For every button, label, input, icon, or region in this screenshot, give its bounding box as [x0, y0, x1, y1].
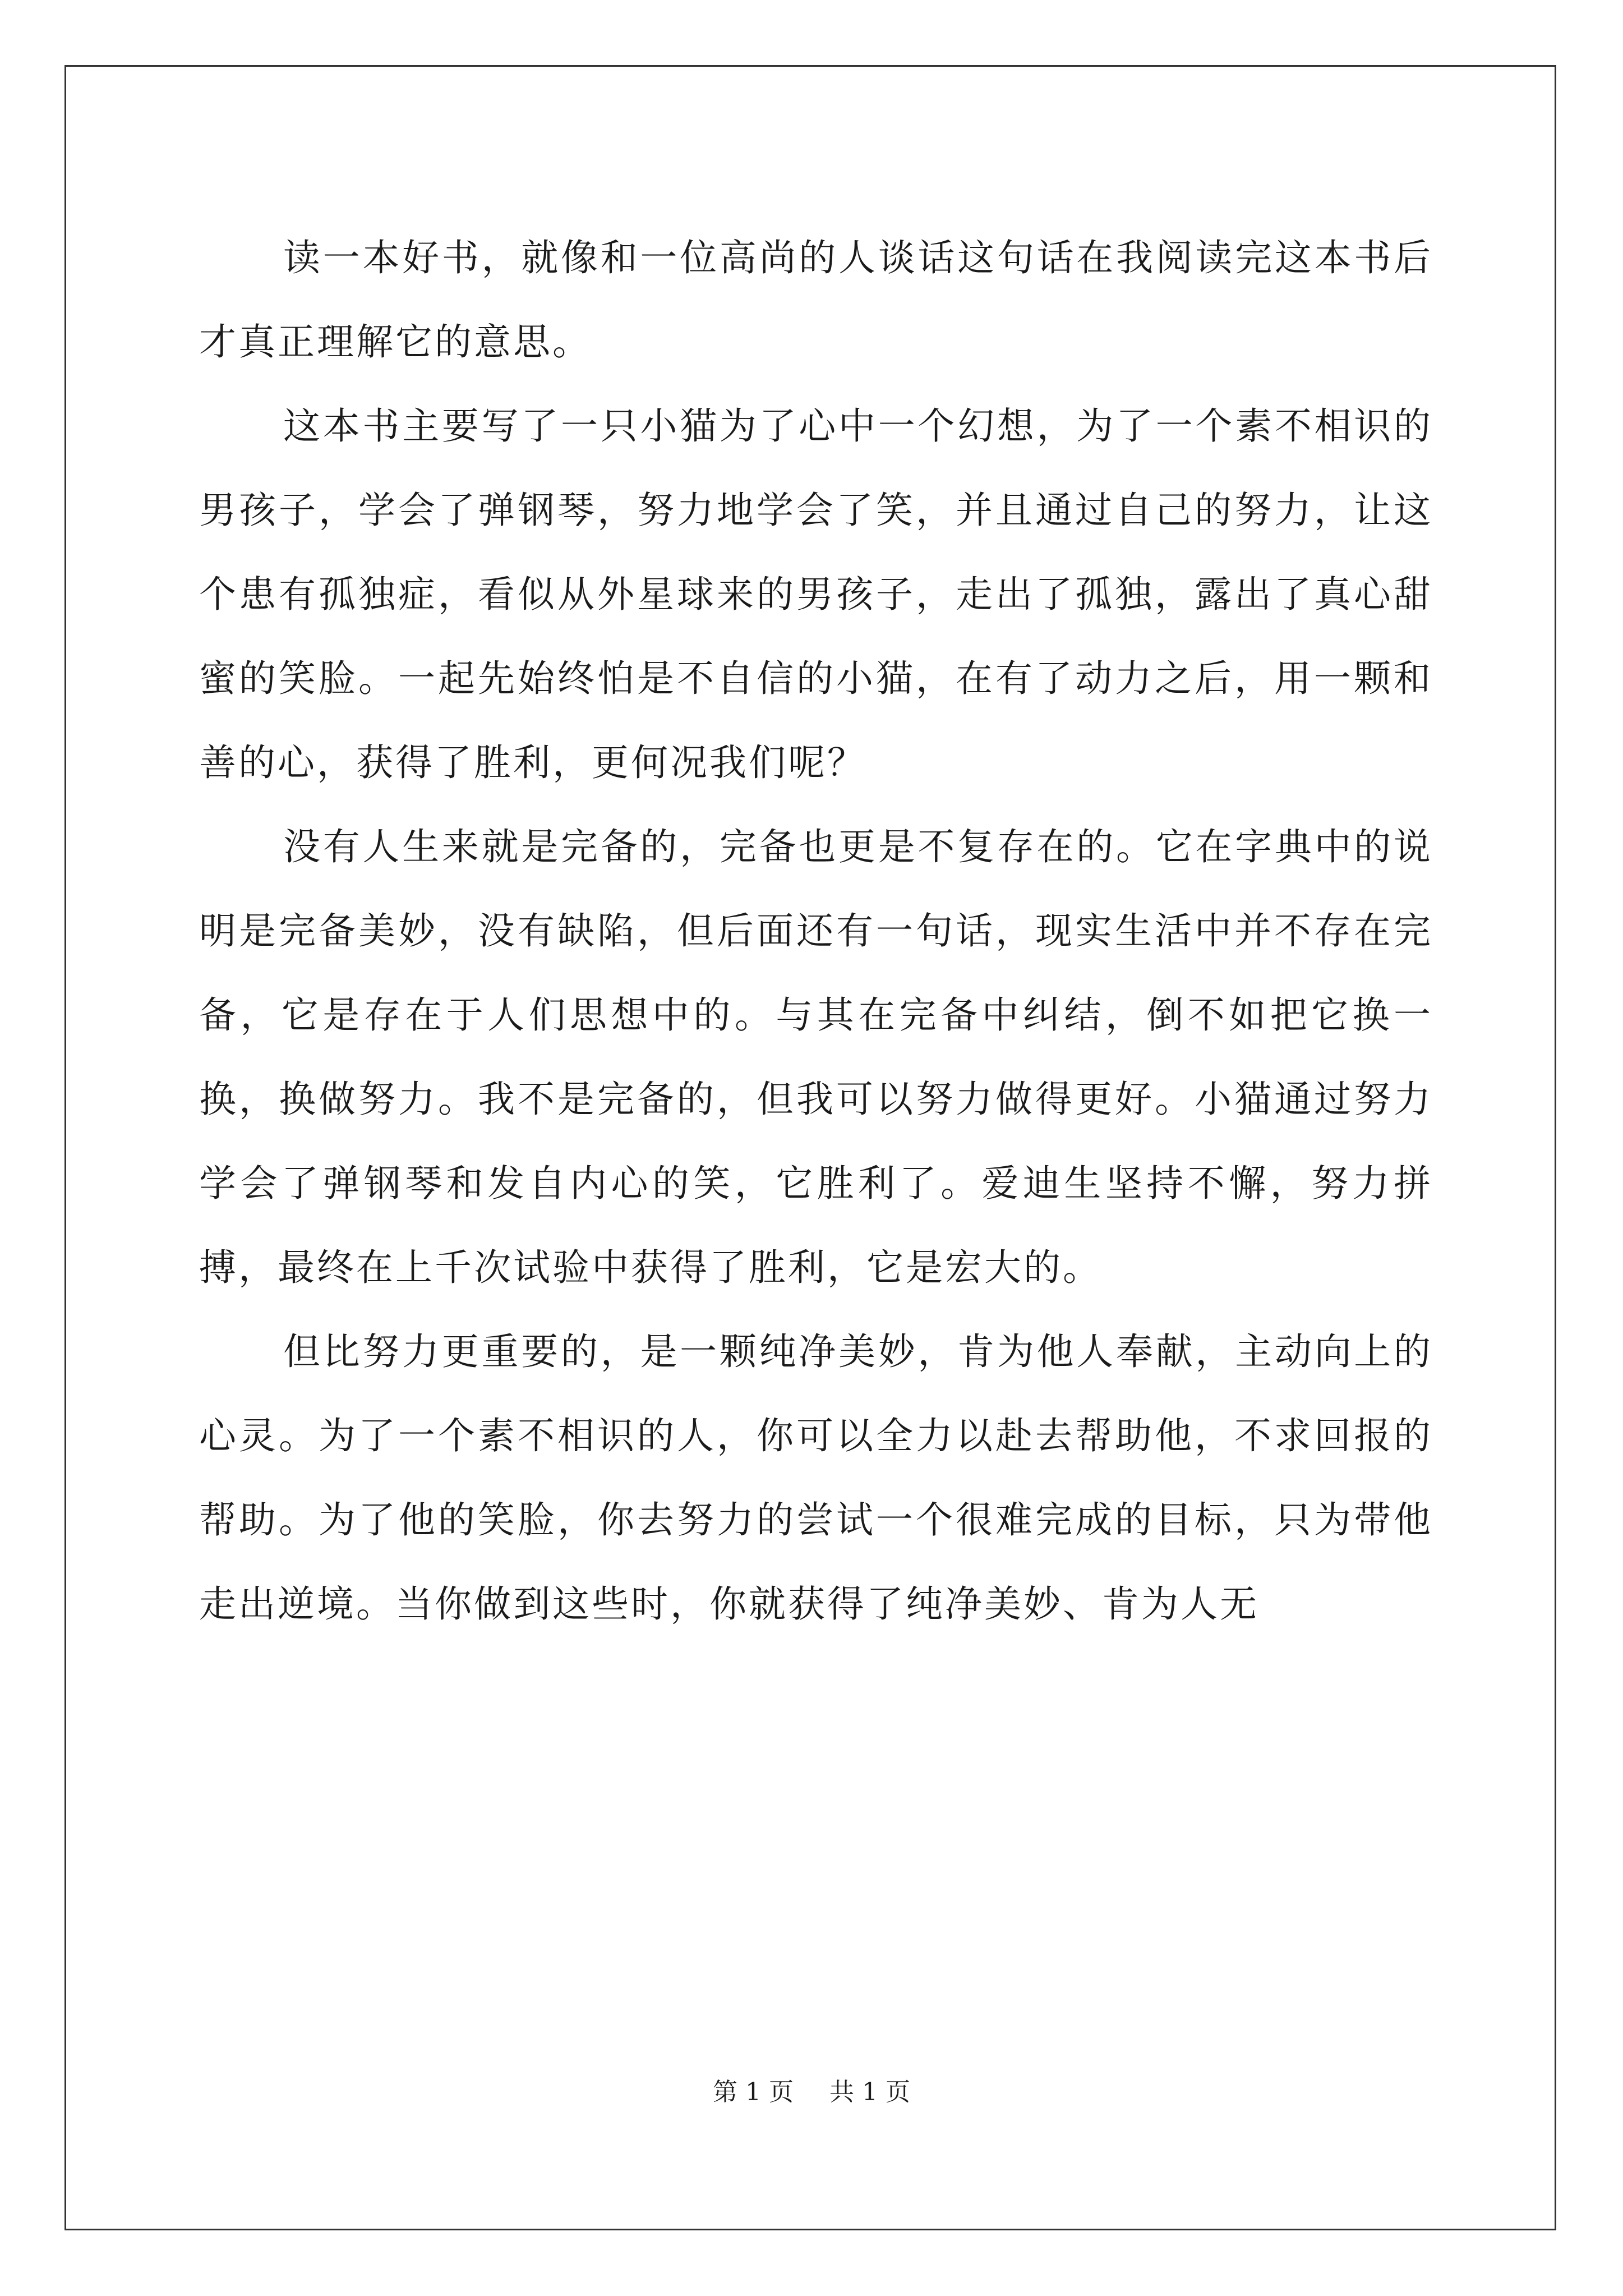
page-number: 第 1 页 — [713, 2078, 794, 2106]
paragraph-4: 但比努力更重要的，是一颗纯净美妙，肯为他人奉献，主动向上的心灵。为了一个素不相识的人，你可以全力以赴去帮助他，不求回报的帮助。为了他的笑脸，你去努力的尝试一个很难完成的目标，只为带他走出逆境。当你做到这些时，你就获得了纯净美妙、肯为人无 — [199, 1330, 1433, 1626]
page-footer — [0, 2076, 1623, 2109]
page-total: 共 1 页 — [829, 2078, 910, 2106]
document-body — [199, 216, 1433, 1646]
paragraph-3: 没有人生来就是完备的，完备也更是不复存在的。它在字典中的说明是完备美妙，没有缺陷，但后面还有一句话，现实生活中并不存在完备，它是存在于人们思想中的。与其在完备中纠结，倒不如把它换一换，换做努力。我不是完备的，但我可以努力做得更好。小猫通过努力学会了弹钢琴和发自内心的笑，它胜利了。爱迪生坚持不懈，努力拼搏，最终在上千次试验中获得了胜利，它是宏大的。 — [199, 825, 1433, 1289]
paragraph-1: 读一本好书，就像和一位高尚的人谈话这句话在我阅读完这本书后才真正理解它的意思。 — [199, 236, 1433, 364]
paragraph-2: 这本书主要写了一只小猫为了心中一个幻想，为了一个素不相识的男孩子，学会了弹钢琴，努力地学会了笑，并且通过自己的努力，让这个患有孤独症，看似从外星球来的男孩子，走出了孤独，露出了真心甜蜜的笑脸。一起先始终怕是不自信的小猫，在有了动力之后，用一颗和善的心，获得了胜利，更何况我们呢？ — [199, 404, 1433, 784]
